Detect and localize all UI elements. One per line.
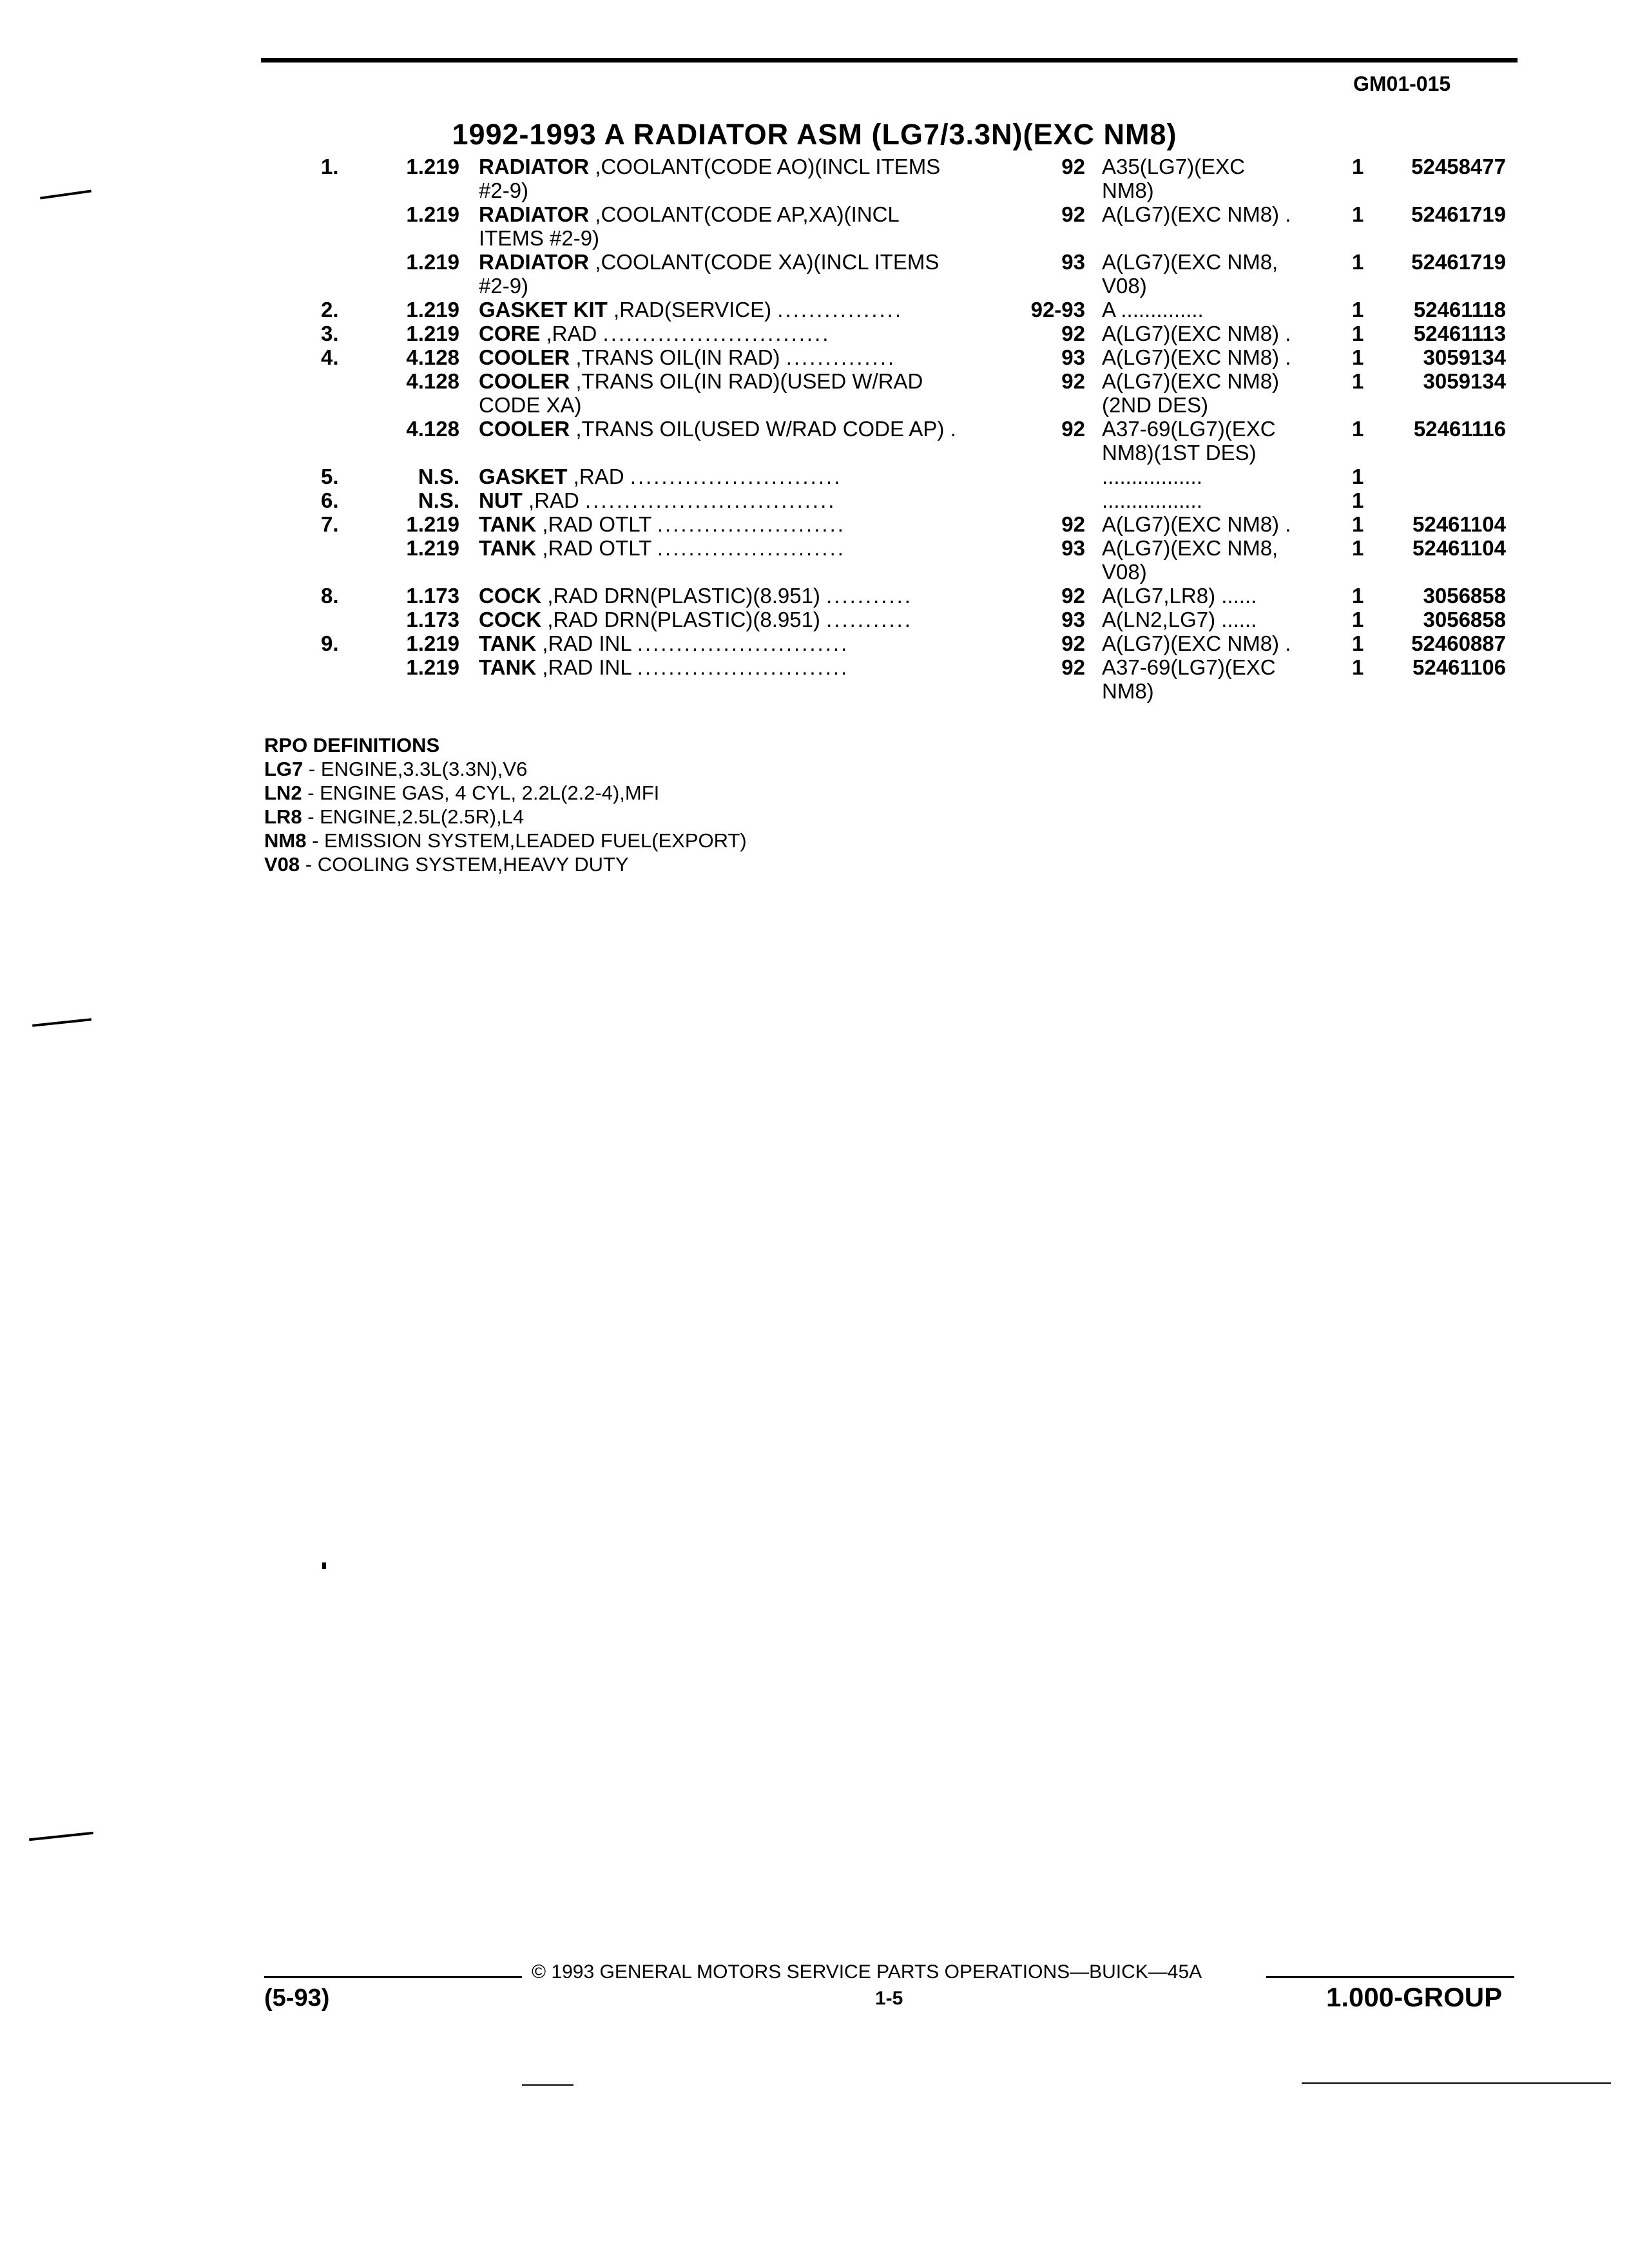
part-name: RADIATOR [479, 250, 590, 274]
group-number: 1.000-GROUP [1326, 1982, 1503, 2012]
part-detail: ,RAD OTLT [536, 536, 651, 560]
application [1102, 369, 1315, 417]
model-year: 93 [1061, 536, 1085, 560]
figure-number: 4.128 [406, 345, 459, 369]
rpo-code: LN2 [264, 782, 302, 804]
quantity: 1 [1352, 465, 1364, 488]
figure-number: 4.128 [406, 417, 459, 441]
application-line-continued: (2ND DES) [1102, 393, 1209, 417]
application [1102, 584, 1315, 608]
figure-number: 1.219 [406, 250, 459, 274]
leader-dots: ........................ [657, 512, 845, 536]
application-line: A .............. [1102, 298, 1204, 322]
part-detail: ,COOLANT(CODE AO)(INCL ITEMS [589, 155, 941, 178]
part-number: 3056858 [1423, 608, 1506, 631]
part-number: 3059134 [1423, 369, 1506, 393]
leader-dots: ........... [826, 584, 912, 608]
ref-number: 2. [321, 298, 339, 322]
ref-number: 7. [321, 512, 339, 536]
application-line-continued: V08) [1102, 560, 1147, 584]
application-line: A(LG7)(EXC NM8) . [1102, 345, 1291, 369]
part-number: 3059134 [1423, 345, 1506, 369]
part-name: COOLER [479, 417, 570, 441]
table-row [0, 488, 1629, 512]
table-row [0, 631, 1629, 655]
rpo-item [264, 852, 747, 876]
table-row [0, 322, 1629, 345]
table-row [0, 250, 1629, 298]
application-line: A37-69(LG7)(EXC [1102, 417, 1276, 441]
quantity: 1 [1352, 608, 1364, 631]
model-year: 92 [1061, 322, 1085, 345]
table-row [0, 155, 1629, 202]
part-description [479, 155, 1003, 202]
part-name: RADIATOR [479, 202, 590, 226]
rpo-text: - ENGINE,3.3L(3.3N),V6 [303, 758, 528, 780]
model-year: 93 [1061, 608, 1085, 631]
scan-speck [322, 1562, 326, 1569]
quantity: 1 [1352, 512, 1364, 536]
rpo-code: NM8 [264, 829, 307, 852]
part-description [479, 322, 1003, 345]
part-detail: ,RAD(SERVICE) [607, 298, 772, 322]
model-year: 92 [1061, 155, 1085, 178]
quantity: 1 [1352, 631, 1364, 655]
part-detail: ,RAD INL [536, 655, 631, 679]
rpo-item [264, 829, 747, 852]
quantity: 1 [1352, 322, 1364, 345]
application-line-continued: V08) [1102, 274, 1147, 298]
application-line: A(LG7)(EXC NM8, [1102, 536, 1278, 560]
rpo-text: - ENGINE,2.5L(2.5R),L4 [302, 805, 525, 828]
part-detail: ,RAD [567, 465, 624, 488]
part-name: GASKET [479, 465, 568, 488]
leader-dots: ........................... [637, 655, 849, 679]
rpo-text: - COOLING SYSTEM,HEAVY DUTY [300, 853, 629, 876]
rpo-code: LG7 [264, 758, 304, 780]
application-line: A(LN2,LG7) ...... [1102, 608, 1257, 631]
leader-dots: ................................ [585, 488, 836, 512]
leader-dots: ........................... [637, 631, 849, 655]
part-name: COCK [479, 584, 542, 608]
application-line: A(LG7)(EXC NM8, [1102, 250, 1278, 274]
ref-number: 4. [321, 345, 339, 369]
figure-number: 1.219 [406, 655, 459, 679]
application-line-continued: NM8)(1ST DES) [1102, 441, 1257, 465]
part-number: 52461118 [1413, 298, 1506, 322]
part-name: GASKET KIT [479, 298, 608, 322]
part-description [479, 250, 1003, 298]
figure-number: 1.219 [406, 155, 459, 178]
model-year: 92 [1061, 655, 1085, 679]
part-name: COOLER [479, 345, 570, 369]
application-line: ................. [1102, 465, 1202, 488]
table-row [0, 655, 1629, 703]
application [1102, 465, 1315, 488]
quantity: 1 [1352, 417, 1364, 441]
part-description [479, 369, 1003, 417]
application [1102, 655, 1315, 703]
ref-number: 9. [321, 631, 339, 655]
table-row [0, 608, 1629, 631]
table-row [0, 369, 1629, 417]
application [1102, 250, 1315, 298]
model-year: 92 [1061, 417, 1085, 441]
figure-number: N.S. [418, 488, 459, 512]
part-number: 52461116 [1413, 417, 1506, 441]
model-year: 92 [1061, 584, 1085, 608]
quantity: 1 [1352, 655, 1364, 679]
figure-number: 1.219 [406, 202, 459, 226]
part-number: 52461104 [1412, 512, 1506, 536]
part-description [479, 584, 1003, 608]
date-code: (5-93) [264, 1984, 330, 2012]
parts-table [0, 155, 1629, 703]
application [1102, 202, 1315, 226]
part-detail-continued: #2-9) [479, 274, 529, 298]
footer-rule-right [1266, 1976, 1514, 1978]
application-line: A(LG7)(EXC NM8) . [1102, 512, 1291, 536]
part-detail: ,TRANS OIL(IN RAD) [570, 345, 780, 369]
part-detail: ,COOLANT(CODE XA)(INCL ITEMS [589, 250, 940, 274]
part-description [479, 512, 1003, 536]
scan-mark [32, 1018, 92, 1027]
application [1102, 631, 1315, 655]
quantity: 1 [1352, 298, 1364, 322]
scan-mark [1302, 2082, 1611, 2084]
rpo-item [264, 757, 747, 781]
application [1102, 322, 1315, 345]
part-detail: ,RAD DRN(PLASTIC)(8.951) [541, 608, 820, 631]
quantity: 1 [1352, 202, 1364, 226]
table-row [0, 345, 1629, 369]
part-number: 52461719 [1411, 250, 1506, 274]
part-detail: ,COOLANT(CODE AP,XA)(INCL [589, 202, 900, 226]
model-year: 92 [1061, 512, 1085, 536]
rpo-item [264, 781, 747, 805]
model-year: 92-93 [1030, 298, 1085, 322]
application [1102, 155, 1315, 202]
model-year: 92 [1061, 631, 1085, 655]
page-title: 1992-1993 A RADIATOR ASM (LG7/3.3N)(EXC NM8) [452, 118, 1177, 151]
application [1102, 512, 1315, 536]
part-detail-continued: CODE XA) [479, 393, 582, 417]
leader-dots: ........... [826, 608, 912, 631]
footer-rule-left [264, 1976, 522, 1978]
application-line: A(LG7)(EXC NM8) [1102, 369, 1280, 393]
quantity: 1 [1352, 488, 1364, 512]
part-description [479, 202, 1003, 250]
model-year: 92 [1061, 369, 1085, 393]
part-detail-continued: ITEMS #2-9) [479, 226, 600, 250]
part-number: 52461106 [1412, 655, 1506, 679]
application [1102, 536, 1315, 584]
table-row [0, 417, 1629, 465]
quantity: 1 [1352, 250, 1364, 274]
part-number: 52461719 [1411, 202, 1506, 226]
model-year: 93 [1061, 345, 1085, 369]
part-detail: ,RAD INL [536, 631, 631, 655]
part-name: TANK [479, 536, 537, 560]
part-number: 52458477 [1411, 155, 1506, 178]
part-description [479, 417, 1003, 441]
application-line: A(LG7)(EXC NM8) . [1102, 322, 1291, 345]
table-row [0, 536, 1629, 584]
part-detail-continued: #2-9) [479, 178, 529, 202]
application-line-continued: NM8) [1102, 679, 1154, 703]
part-description [479, 655, 1003, 679]
rpo-text: - EMISSION SYSTEM,LEADED FUEL(EXPORT) [306, 829, 747, 852]
application-line: A(LG7)(EXC NM8) . [1102, 202, 1291, 226]
figure-number: 1.173 [406, 584, 459, 608]
part-description [479, 488, 1003, 512]
figure-number: N.S. [418, 465, 459, 488]
part-name: CORE [479, 322, 541, 345]
leader-dots: ................ [777, 298, 903, 322]
rpo-code: LR8 [264, 805, 302, 828]
ref-number: 1. [321, 155, 339, 178]
quantity: 1 [1352, 345, 1364, 369]
part-name: RADIATOR [479, 155, 590, 178]
quantity: 1 [1352, 369, 1364, 393]
part-description [479, 631, 1003, 655]
table-row [0, 465, 1629, 488]
table-row [0, 584, 1629, 608]
part-description [479, 465, 1003, 488]
model-year: 92 [1061, 202, 1085, 226]
rpo-text: - ENGINE GAS, 4 CYL, 2.2L(2.2-4),MFI [302, 782, 660, 804]
part-number: 52461113 [1413, 322, 1506, 345]
rpo-item [264, 805, 747, 829]
doc-code: GM01-015 [1353, 72, 1451, 95]
part-detail: ,TRANS OIL(IN RAD)(USED W/RAD [570, 369, 923, 393]
application [1102, 488, 1315, 512]
part-name: COCK [479, 608, 542, 631]
part-detail: ,RAD [540, 322, 597, 345]
part-description [479, 298, 1003, 322]
ref-number: 3. [321, 322, 339, 345]
part-number: 52461104 [1412, 536, 1506, 560]
figure-number: 4.128 [406, 369, 459, 393]
part-detail: ,RAD OTLT [536, 512, 651, 536]
part-description [479, 345, 1003, 369]
application-line: A(LG7,LR8) ...... [1102, 584, 1257, 608]
application-line: ................. [1102, 488, 1202, 512]
part-description [479, 608, 1003, 631]
figure-number: 1.219 [406, 512, 459, 536]
table-row [0, 298, 1629, 322]
leader-dots: ........................ [657, 536, 845, 560]
figure-number: 1.173 [406, 608, 459, 631]
part-description [479, 536, 1003, 560]
part-name: TANK [479, 512, 537, 536]
ref-number: 5. [321, 465, 339, 488]
header-rule [261, 58, 1518, 62]
quantity: 1 [1352, 536, 1364, 560]
leader-dots: ............................. [602, 322, 831, 345]
part-detail: ,TRANS OIL(USED W/RAD CODE AP) . [570, 417, 956, 441]
quantity: 1 [1352, 584, 1364, 608]
rpo-definitions [264, 733, 747, 876]
application-line: A35(LG7)(EXC [1102, 155, 1245, 178]
ref-number: 6. [321, 488, 339, 512]
application-line-continued: NM8) [1102, 178, 1154, 202]
model-year: 93 [1061, 250, 1085, 274]
quantity: 1 [1352, 155, 1364, 178]
application [1102, 417, 1315, 465]
table-row [0, 512, 1629, 536]
rpo-code: V08 [264, 853, 300, 876]
part-number: 52460887 [1411, 631, 1506, 655]
copyright-notice: © 1993 GENERAL MOTORS SERVICE PARTS OPERATIONS—BUICK—45A [532, 1961, 1202, 1983]
part-name: TANK [479, 655, 537, 679]
rpo-heading: RPO DEFINITIONS [264, 734, 440, 756]
figure-number: 1.219 [406, 536, 459, 560]
part-name: TANK [479, 631, 537, 655]
application-line: A37-69(LG7)(EXC [1102, 655, 1276, 679]
scan-mark [29, 1832, 93, 1841]
figure-number: 1.219 [406, 631, 459, 655]
leader-dots: .............. [786, 345, 896, 369]
application [1102, 298, 1315, 322]
application-line: A(LG7)(EXC NM8) . [1102, 631, 1291, 655]
leader-dots: ........................... [630, 465, 842, 488]
figure-number: 1.219 [406, 298, 459, 322]
application [1102, 345, 1315, 369]
part-detail: ,RAD [522, 488, 579, 512]
scan-mark [522, 2084, 574, 2086]
part-name: COOLER [479, 369, 570, 393]
application [1102, 608, 1315, 631]
ref-number: 8. [321, 584, 339, 608]
part-number: 3056858 [1423, 584, 1506, 608]
part-name: NUT [479, 488, 523, 512]
table-row [0, 202, 1629, 250]
figure-number: 1.219 [406, 322, 459, 345]
part-detail: ,RAD DRN(PLASTIC)(8.951) [541, 584, 820, 608]
page-number: 1-5 [875, 1988, 903, 2009]
